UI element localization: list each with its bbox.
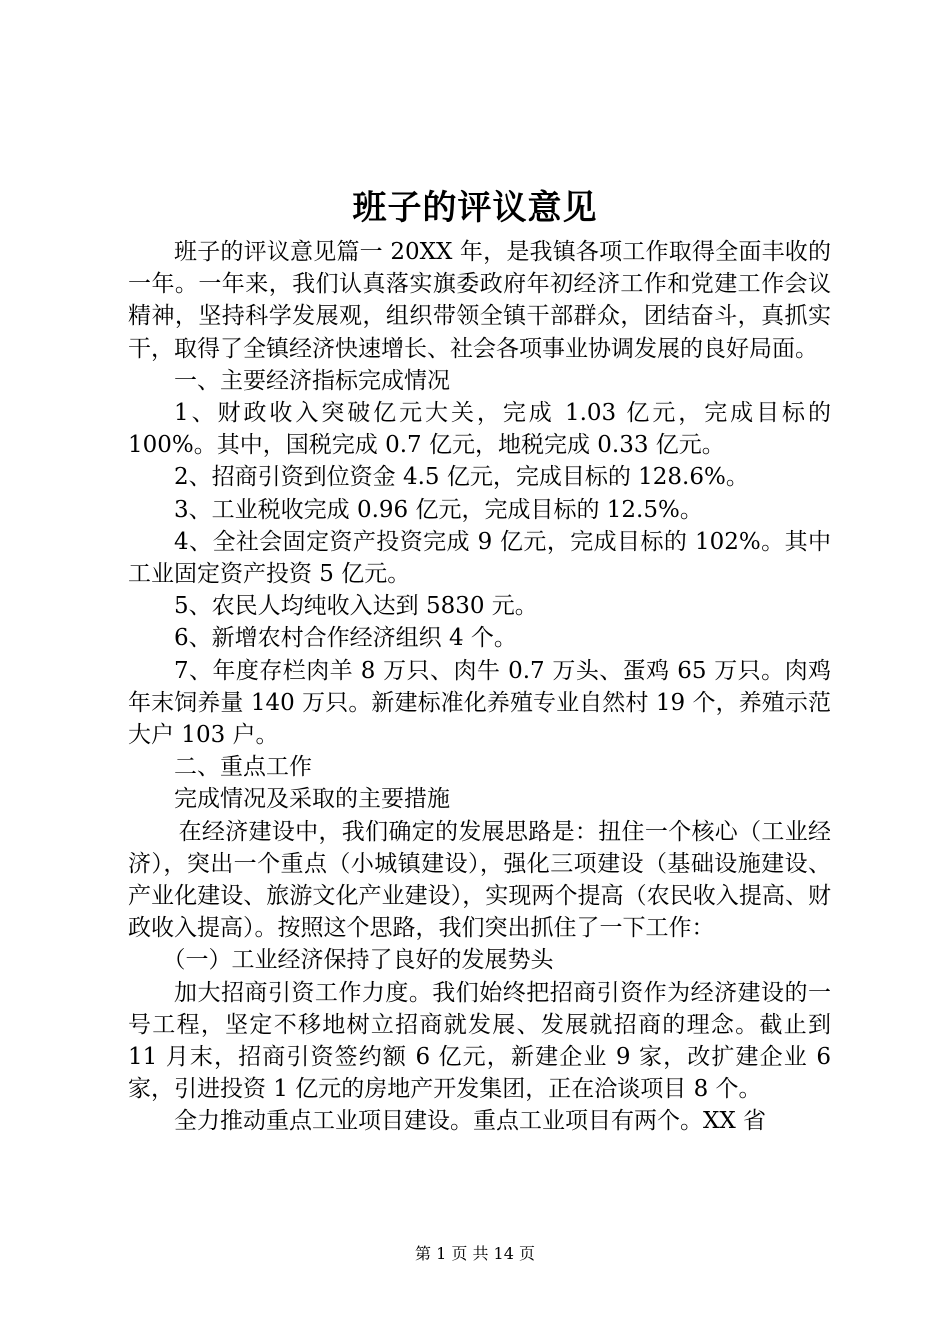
paragraph-key-projects: 全力推动重点工业项目建设。重点工业项目有两个。XX 省 [174, 1108, 767, 1135]
document-body [128, 236, 831, 1138]
document-title: 班子的评议意见 [352, 188, 598, 228]
list-item-1: 1、财政收入突破亿元大关，完成 1.03 亿元，完成目标的 100%。其中，国税完成 0.7 亿元，地税完成 0.33 亿元。 [128, 400, 831, 459]
list-item-7: 7、年度存栏肉羊 8 万只、肉牛 0.7 万头、蛋鸡 65 万只。肉鸡年末饲养量 140 万只。新建标准化养殖专业自然村 19 个，养殖示范大户 103 户。 [128, 657, 831, 749]
page-footer: 第 1 页 共 14 页 [415, 1244, 535, 1263]
section-subheading: 完成情况及采取的主要措施 [174, 786, 450, 813]
list-item-4: 4、全社会固定资产投资完成 9 亿元，完成目标的 102%。其中工业固定资产投资 5 亿元。 [128, 528, 831, 588]
paragraph-intro: 班子的评议意见篇一 20XX 年，是我镇各项工作取得全面丰收的一年。一年来，我们认真落实旗委政府年初经济工作和党建工作会议精神，坚持科学发展观，组织带领全镇干部群众，团结奋斗，真抓实干，取得了全镇经济快速增长、社会各项事业协调发展的良好局面。 [128, 239, 831, 362]
section-heading-1: 一、主要经济指标完成情况 [174, 367, 450, 394]
paragraph-development-approach: 在经济建设中，我们确定的发展思路是：扭住一个核心（工业经济），突出一个重点（小城镇建设），强化三项建设（基础设施建设、产业化建设、旅游文化产业建设），实现两个提高（农民收入提高、财政收入提高）。按照这个思路，我们突出抓住了一下工作： [128, 818, 831, 942]
list-item-5: 5、农民人均纯收入达到 5830 元。 [174, 593, 538, 620]
paragraph-investment: 加大招商引资工作力度。我们始终把招商引资作为经济建设的一号工程，坚定不移地树立招商就发展、发展就招商的理念。截止到 11 月末，招商引资签约额 6 亿元，新建企业 9 家，改扩建企业 6 家，引进投资 1 亿元的房地产开发集团，正在洽谈项目 8 个。 [128, 979, 831, 1103]
list-item-3: 3、工业税收完成 0.96 亿元，完成目标的 12.5%。 [174, 496, 703, 523]
subsection-heading-1: （一）工业经济保持了良好的发展势头 [162, 947, 554, 974]
section-heading-2: 二、重点工作 [174, 754, 312, 781]
list-item-6: 6、新增农村合作经济组织 4 个。 [174, 625, 517, 652]
list-item-2: 2、招商引资到位资金 4.5 亿元，完成目标的 128.6%。 [174, 464, 749, 491]
